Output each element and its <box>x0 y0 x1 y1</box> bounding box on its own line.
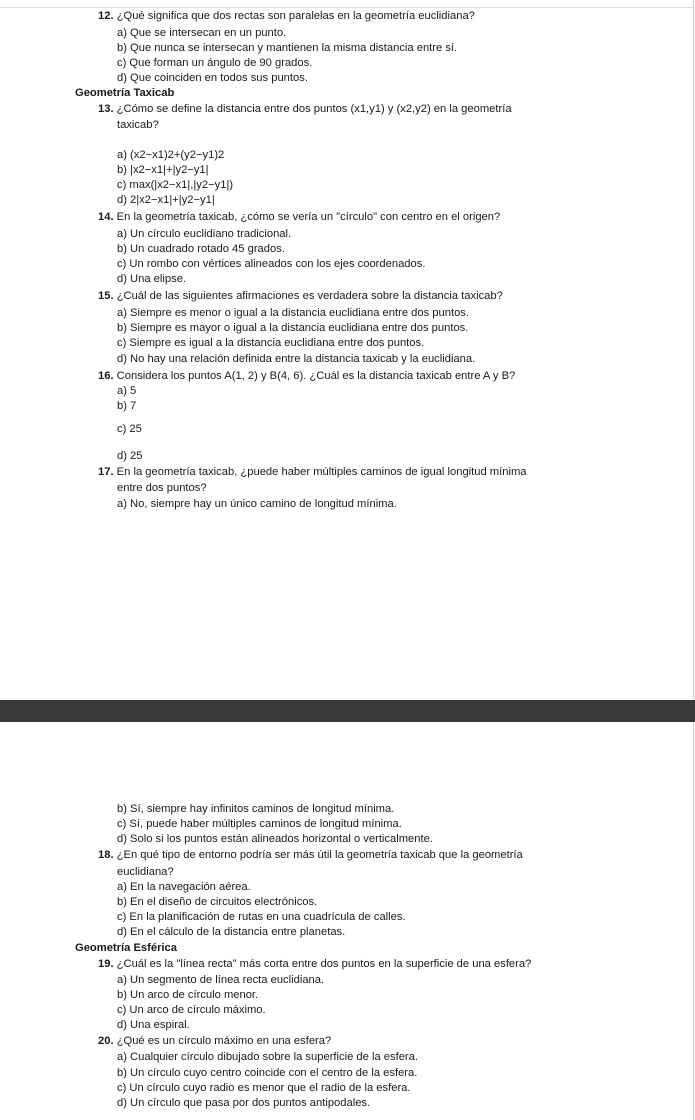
answer-option: a) Que se intersecan en un punto. <box>117 27 287 39</box>
answer-option: b) Un cuadrado rotado 45 grados. <box>117 243 285 255</box>
answer-option: c) max(|x2−x1|,|y2−y1|) <box>117 179 234 191</box>
answer-option: d) Una espiral. <box>117 1019 190 1031</box>
question-text <box>98 957 531 971</box>
question-text <box>98 465 526 479</box>
page-top-rule <box>0 7 693 8</box>
question-number: 14. <box>98 211 114 223</box>
question-number: 13. <box>98 103 114 115</box>
answer-option: d) 25 <box>117 450 143 462</box>
question-text <box>98 1034 331 1048</box>
answer-option: b) Sí, siempre hay infinitos caminos de longitud mínima. <box>117 803 395 815</box>
answer-option: b) En el diseño de circuitos electrónicos. <box>117 896 318 908</box>
question-body: ¿Cómo se define la distancia entre dos puntos (x1,y1) y (x2,y2) en la geometría <box>113 103 512 115</box>
answer-option: entre dos puntos? <box>117 482 207 494</box>
question-text <box>98 289 503 303</box>
page-separator <box>0 700 695 722</box>
question-number: 17. <box>98 466 114 478</box>
answer-option: c) 25 <box>117 423 142 435</box>
answer-option: a) Un segmento de línea recta euclidiana. <box>117 974 325 986</box>
answer-option: d) Solo si los puntos están alineados horizontal o verticalmente. <box>117 833 433 845</box>
question-body: En la geometría taxicab, ¿cómo se vería un "círculo" con centro en el origen? <box>113 211 501 223</box>
answer-option: c) Un arco de círculo máximo. <box>117 1004 266 1016</box>
answer-option: b) Que nunca se intersecan y mantienen la misma distancia entre sí. <box>117 42 458 54</box>
answer-option: d) En el cálculo de la distancia entre planetas. <box>117 926 346 938</box>
answer-option: b) 7 <box>117 400 137 412</box>
section-heading: Geometría Esférica <box>75 942 177 954</box>
question-number: 19. <box>98 958 114 970</box>
answer-option: a) Un círculo euclidiano tradicional. <box>117 228 292 240</box>
question-body: ¿En qué tipo de entorno podría ser más útil la geometría taxicab que la geometría <box>113 849 523 861</box>
question-text <box>98 369 515 383</box>
question-text <box>98 848 523 862</box>
question-number: 20. <box>98 1035 114 1047</box>
question-body: Considera los puntos A(1, 2) y B(4, 6). ¿Cuál es la distancia taxicab entre A y B? <box>113 370 516 382</box>
answer-option: a) Cualquier círculo dibujado sobre la superficie de la esfera. <box>117 1051 418 1063</box>
answer-option: d) Que coinciden en todos sus puntos. <box>117 72 308 84</box>
answer-option: a) (x2−x1)2+(y2−y1)2 <box>117 149 225 161</box>
answer-option: a) En la navegación aérea. <box>117 881 251 893</box>
question-text <box>98 9 475 23</box>
answer-option: c) Un círculo cuyo radio es menor que el radio de la esfera. <box>117 1082 411 1094</box>
document-page-2 <box>0 722 694 1120</box>
answer-option: d) Un círculo que pasa por dos puntos antipodales. <box>117 1097 371 1109</box>
answer-option: c) Que forman un ángulo de 90 grados. <box>117 57 313 69</box>
question-body: ¿Qué es un círculo máximo en una esfera? <box>113 1035 332 1047</box>
answer-option: c) En la planificación de rutas en una cuadrícula de calles. <box>117 911 406 923</box>
question-number: 12. <box>98 10 114 22</box>
answer-option: a) Siempre es menor o igual a la distancia euclidiana entre dos puntos. <box>117 307 469 319</box>
answer-option: b) Siempre es mayor o igual a la distancia euclidiana entre dos puntos. <box>117 322 469 334</box>
answer-option: euclidiana? <box>117 866 174 878</box>
answer-option: b) Un círculo cuyo centro coincide con el centro de la esfera. <box>117 1067 418 1079</box>
answer-option: a) 5 <box>117 385 137 397</box>
question-body: ¿Cuál es la "línea recta" más corta entre dos puntos en la superficie de una esfera? <box>113 958 532 970</box>
answer-option: c) Un rombo con vértices alineados con los ejes coordenados. <box>117 258 426 270</box>
question-body: ¿Qué significa que dos rectas son paralelas en la geometría euclidiana? <box>113 10 475 22</box>
question-number: 16. <box>98 370 114 382</box>
answer-option: d) Una elipse. <box>117 273 187 285</box>
question-text <box>98 102 512 116</box>
answer-option: c) Sí, puede haber múltiples caminos de longitud mínima. <box>117 818 402 830</box>
answer-option: c) Siempre es igual a la distancia euclidiana entre dos puntos. <box>117 337 425 349</box>
question-body: ¿Cuál de las siguientes afirmaciones es verdadera sobre la distancia taxicab? <box>113 290 503 302</box>
question-text <box>98 210 500 224</box>
question-number: 15. <box>98 290 114 302</box>
answer-option: b) Un arco de círculo menor. <box>117 989 259 1001</box>
answer-option: d) 2|x2−x1|+|y2−y1| <box>117 194 215 206</box>
section-heading: Geometría Taxicab <box>75 87 175 99</box>
answer-option: a) No, siempre hay un único camino de longitud mínima. <box>117 498 397 510</box>
question-number: 18. <box>98 849 114 861</box>
answer-option: b) |x2−x1|+|y2−y1| <box>117 164 209 176</box>
answer-option: d) No hay una relación definida entre la distancia taxicab y la euclidiana. <box>117 353 476 365</box>
answer-option: taxicab? <box>117 119 159 131</box>
question-body: En la geometría taxicab, ¿puede haber múltiples caminos de igual longitud mínima <box>113 466 527 478</box>
